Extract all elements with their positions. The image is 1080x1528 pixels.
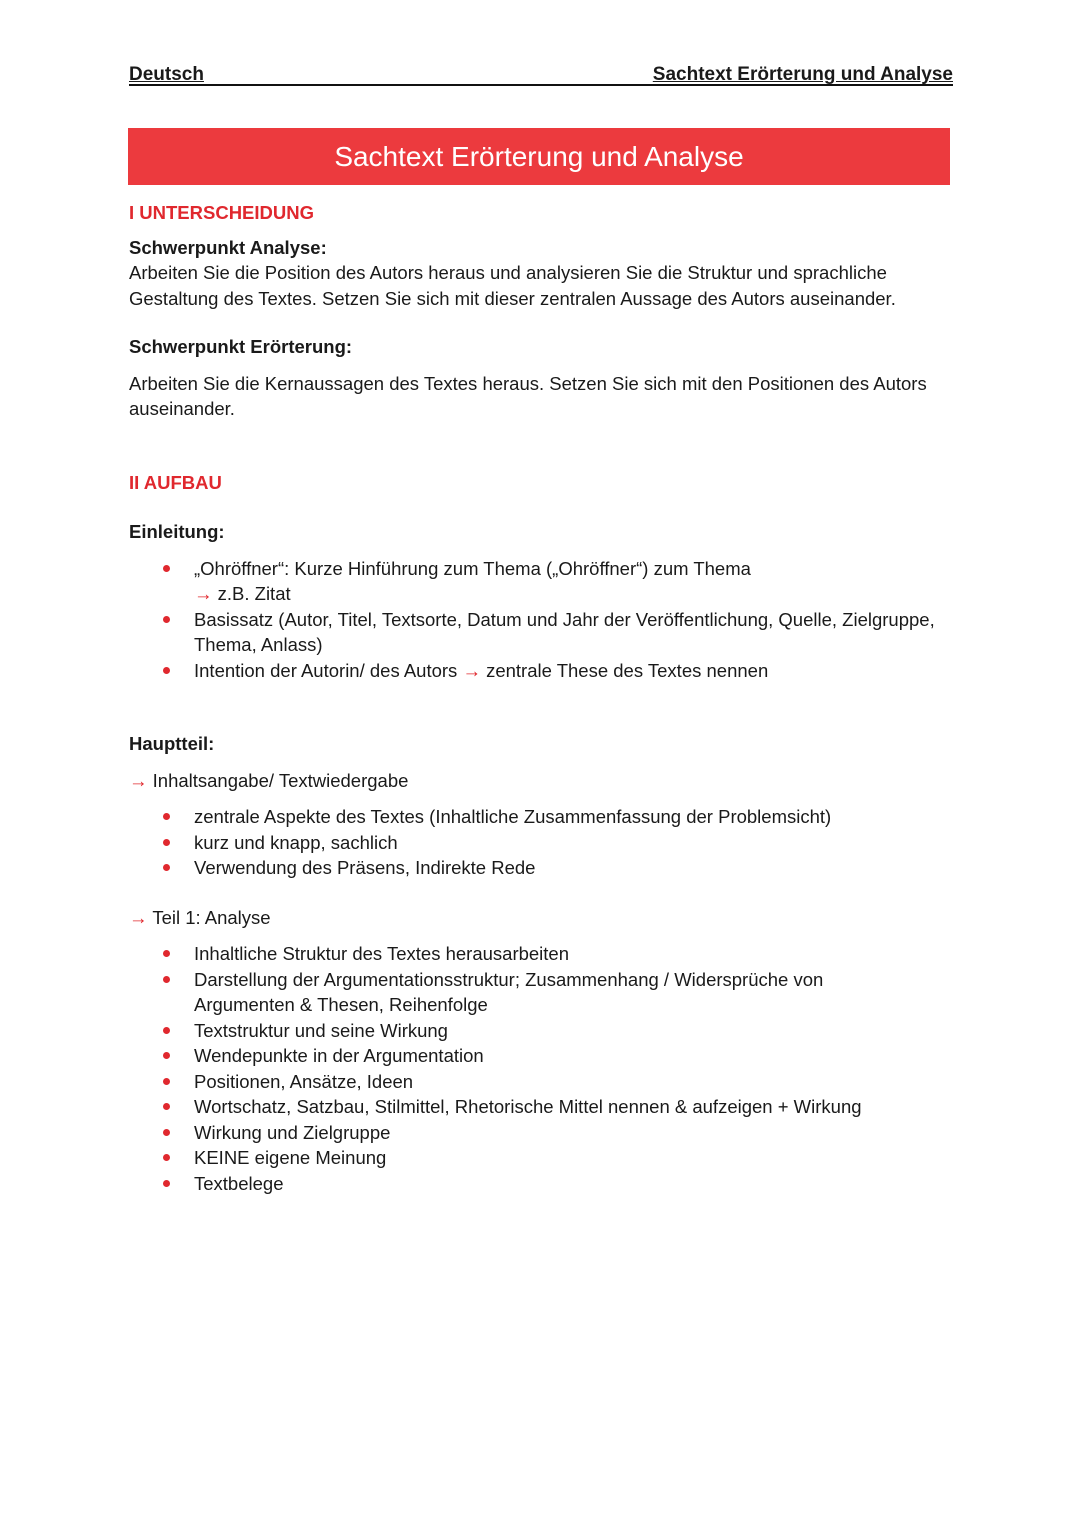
- list-item: Darstellung der Argumentationsstruktur; Zusammenhang / Widersprüche von Argumenten & Thesen, Reihenfolge: [194, 967, 914, 1018]
- bullet-icon: [163, 616, 170, 623]
- bullet-icon: [163, 1180, 170, 1187]
- list-item: kurz und knapp, sachlich: [194, 830, 959, 856]
- header-topic: Sachtext Erörterung und Analyse: [652, 64, 953, 85]
- bullet-icon: [163, 667, 170, 674]
- inhalt-list: [129, 804, 959, 881]
- bullet-icon: [163, 1052, 170, 1059]
- page-title: Sachtext Erörterung und Analyse: [334, 140, 744, 172]
- analyse-label: Schwerpunkt Analyse:: [129, 236, 327, 258]
- eroerterung-text: Arbeiten Sie die Kernaussagen des Textes heraus. Setzen Sie sich mit den Positionen des Autors auseinander.: [129, 372, 927, 419]
- list-item: Inhaltliche Struktur des Textes herausarbeiten: [194, 941, 959, 967]
- teil1-label: → Teil 1: Analyse: [129, 906, 271, 928]
- bullet-icon: [163, 839, 170, 846]
- list-item: Wirkung und Zielgruppe: [194, 1120, 959, 1146]
- bullet-icon: [163, 976, 170, 983]
- page-header: [129, 64, 953, 86]
- header-subject: Deutsch: [129, 64, 204, 85]
- list-item: zentrale Aspekte des Textes (Inhaltliche Zusammenfassung der Problemsicht): [194, 804, 959, 830]
- arrow-icon: →: [462, 659, 481, 681]
- arrow-icon: →: [129, 906, 148, 928]
- list-item: KEINE eigene Meinung: [194, 1145, 959, 1171]
- list-item: Wortschatz, Satzbau, Stilmittel, Rhetorische Mittel nennen & aufzeigen + Wirkung: [194, 1094, 959, 1120]
- teil1-list: [129, 941, 959, 1196]
- bullet-icon: [163, 864, 170, 871]
- bullet-icon: [163, 1027, 170, 1034]
- inhalt-label: → Inhaltsangabe/ Textwiedergabe: [129, 769, 409, 791]
- list-item: Positionen, Ansätze, Ideen: [194, 1069, 959, 1095]
- list-item: „Ohröffner“: Kurze Hinführung zum Thema („Ohröffner“) zum Thema → z.B. Zitat: [194, 556, 959, 607]
- arrow-icon: →: [129, 769, 148, 791]
- arrow-icon: →: [194, 583, 213, 604]
- bullet-icon: [163, 950, 170, 957]
- section-heading-unterscheidung: I UNTERSCHEIDUNG: [129, 202, 315, 223]
- bullet-icon: [163, 1129, 170, 1136]
- list-item: Textstruktur und seine Wirkung: [194, 1018, 959, 1044]
- eroerterung-label: Schwerpunkt Erörterung:: [129, 336, 353, 357]
- list-item: Intention der Autorin/ des Autors → zentrale These des Textes nennen: [194, 658, 959, 684]
- list-item: Textbelege: [194, 1171, 959, 1197]
- document-body: [129, 200, 959, 1196]
- bullet-icon: [163, 1078, 170, 1085]
- bullet-icon: [163, 1103, 170, 1110]
- bullet-icon: [163, 565, 170, 572]
- bullet-icon: [163, 813, 170, 820]
- einleitung-label: Einleitung:: [129, 521, 225, 542]
- section-heading-aufbau: II AUFBAU: [129, 471, 222, 493]
- hauptteil-label: Hauptteil:: [129, 733, 215, 754]
- list-item: Basissatz (Autor, Titel, Textsorte, Datum und Jahr der Veröffentlichung, Quelle, Zielgruppe, Thema, Anlass): [194, 607, 959, 658]
- einleitung-list: [129, 556, 959, 684]
- bullet-icon: [163, 1154, 170, 1161]
- analyse-text: Arbeiten Sie die Position des Autors heraus und analysieren Sie die Struktur und sprachliche Gestaltung des Textes. Setzen Sie sich mit dieser zentralen Aussage des Autors auseinander.: [129, 262, 896, 309]
- title-banner: [128, 128, 950, 185]
- list-item: Verwendung des Präsens, Indirekte Rede: [194, 855, 959, 881]
- list-item: Wendepunkte in der Argumentation: [194, 1043, 959, 1069]
